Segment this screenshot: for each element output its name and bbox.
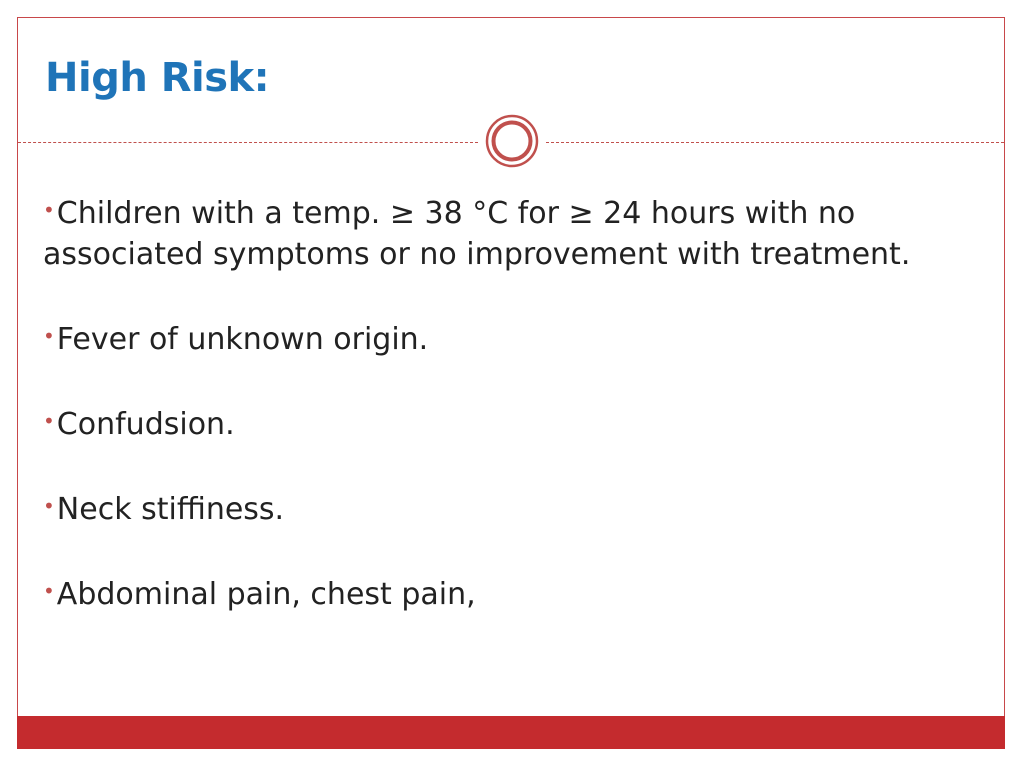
title-divider-left: [18, 142, 478, 143]
slide-title: High Risk:: [45, 55, 270, 101]
bullet-item: [43, 401, 943, 445]
bullet-item: [43, 571, 943, 615]
bullet-dot-icon: •: [43, 409, 55, 433]
bullet-item: [43, 316, 943, 360]
circle-ornament-icon: [485, 114, 539, 168]
bullet-list: [43, 190, 943, 656]
bullet-text: Abdominal pain, chest pain,: [56, 577, 476, 612]
bullet-text: Children with a temp. ≥ 38 °C for ≥ 24 hours with no associated symptoms or no improvement with treatment.: [43, 196, 911, 272]
bullet-item: [43, 190, 943, 275]
bullet-text: Neck stiffiness.: [56, 492, 285, 527]
title-divider-right: [546, 142, 1004, 143]
bullet-dot-icon: •: [43, 494, 55, 518]
bullet-dot-icon: •: [43, 579, 55, 603]
footer-bar: [17, 716, 1005, 749]
bullet-text: Confudsion.: [56, 407, 235, 442]
bullet-dot-icon: •: [43, 324, 55, 348]
bullet-dot-icon: •: [43, 198, 55, 222]
bullet-text: Fever of unknown origin.: [56, 322, 429, 357]
bullet-item: [43, 486, 943, 530]
